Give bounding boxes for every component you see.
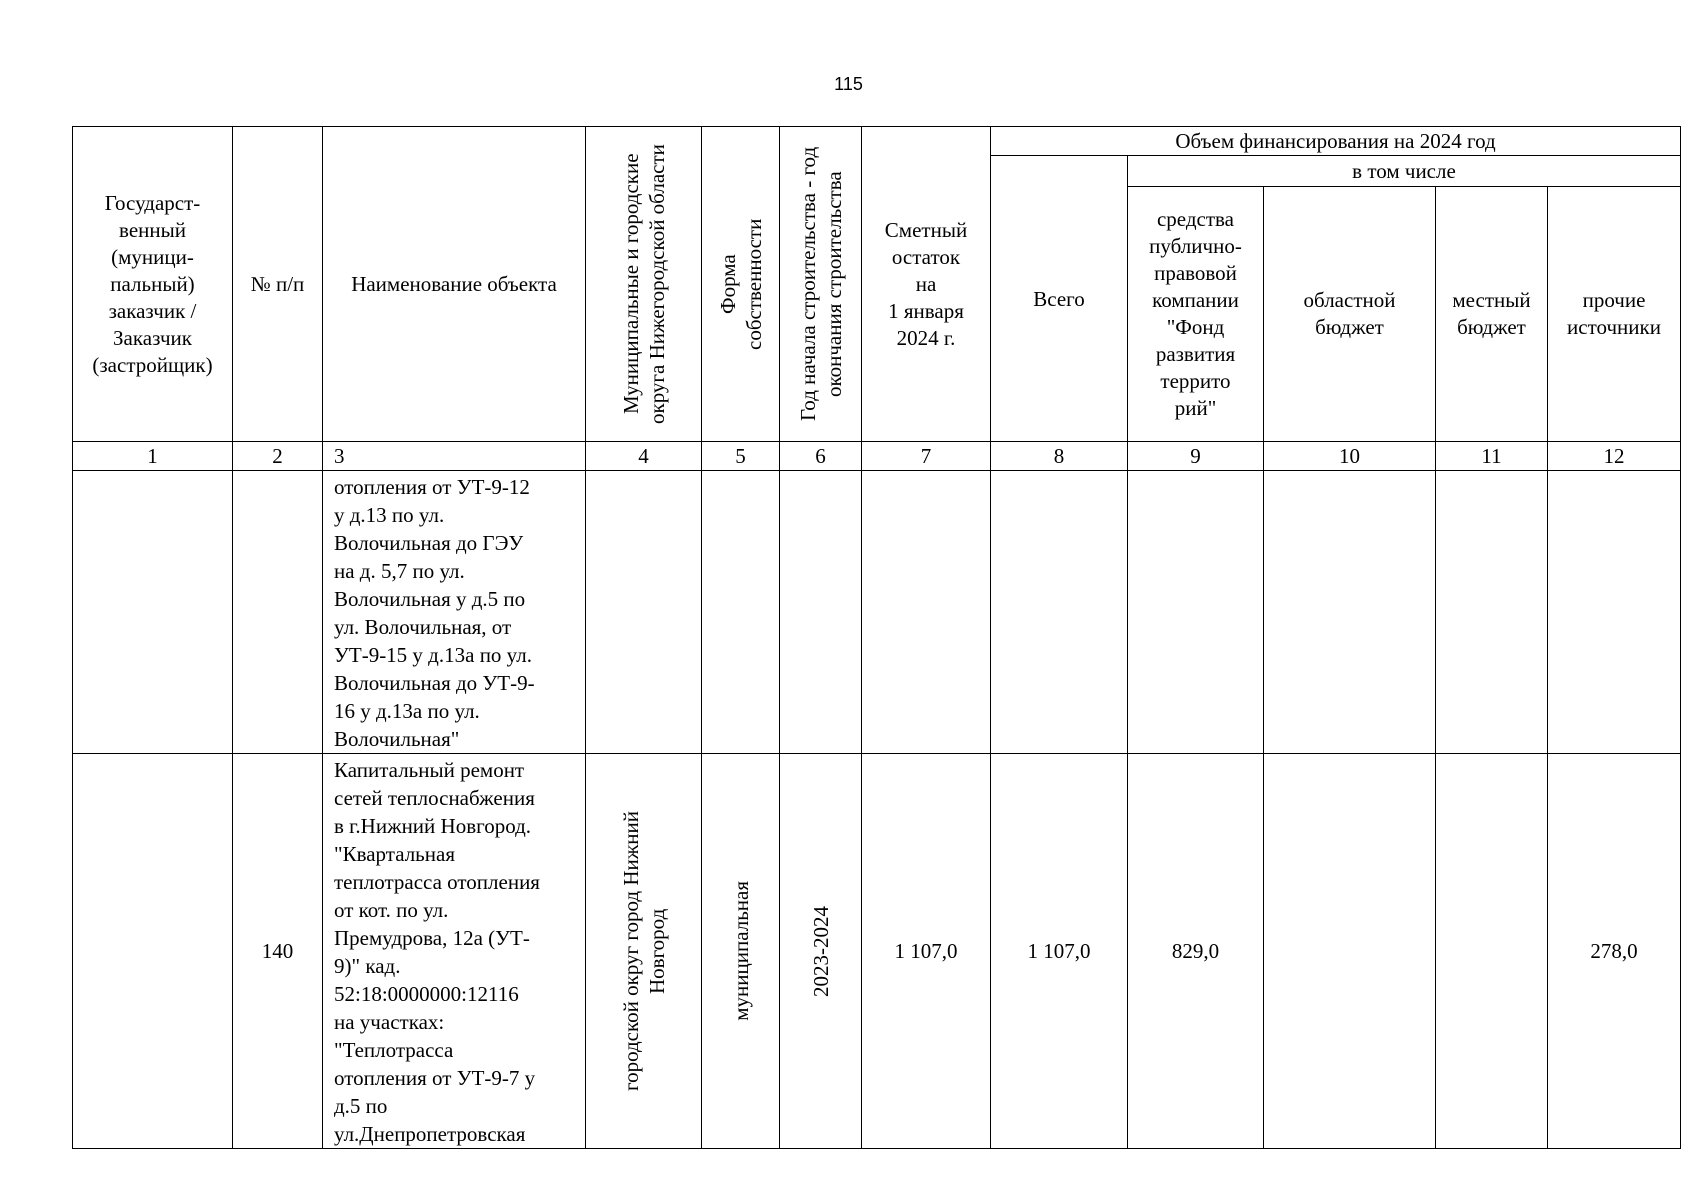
header-total: Всего (991, 156, 1128, 442)
cell-object-name: Капитальный ремонт сетей теплоснабжения в г.Нижний Новгород. "Квартальная теплотрасса отопления от кот. по ул. Премудрова, 12а (УТ- 9)" кад. 52:18:0000000:12116 на участках: "Теплотрасса отопления от УТ-9-7 у д.5 по ул.Днепропетровская (323, 754, 586, 1149)
cell-years (780, 754, 862, 1149)
financing-table (72, 126, 1681, 1149)
header-customer: Государст- венный (муници- пальный) заказчик / Заказчик (застройщик) (73, 127, 233, 442)
cell-local (1436, 471, 1548, 754)
cell-other: 278,0 (1548, 754, 1681, 1149)
header-municipality-text: Муниципальные и городские округа Нижегородской области (618, 144, 669, 424)
cell-years (780, 471, 862, 754)
header-ownership (702, 127, 780, 442)
column-number: 2 (233, 442, 323, 471)
header-local: местный бюджет (1436, 187, 1548, 442)
header-number: № п/п (233, 127, 323, 442)
header-including: в том числе (1128, 156, 1681, 187)
cell-total (991, 471, 1128, 754)
cell-estimate-balance (862, 471, 991, 754)
page-number: 115 (834, 74, 863, 94)
header-fund: средства публично- правовой компании "Фонд развития террито рий" (1128, 187, 1264, 442)
cell-object-name: отопления от УТ-9-12 у д.13 по ул. Волочильная до ГЭУ на д. 5,7 по ул. Волочильная у д.5 по ул. Волочильная, от УТ-9-15 у д.13а по ул. Волочильная до УТ-9- 16 у д.13а по ул. Волочильная" (323, 471, 586, 754)
column-number: 10 (1264, 442, 1436, 471)
column-number: 12 (1548, 442, 1681, 471)
cell-number (233, 471, 323, 754)
cell-local (1436, 754, 1548, 1149)
cell-estimate-balance: 1 107,0 (862, 754, 991, 1149)
header-years-text: Год начала строительства - год окончания строительства (795, 146, 846, 422)
header-other: прочие источники (1548, 187, 1681, 442)
header-regional: областной бюджет (1264, 187, 1436, 442)
cell-total: 1 107,0 (991, 754, 1128, 1149)
cell-fund (1128, 471, 1264, 754)
cell-customer (73, 754, 233, 1149)
header-estimate-balance: Сметный остаток на 1 января 2024 г. (862, 127, 991, 442)
column-number: 6 (780, 442, 862, 471)
cell-ownership (702, 754, 780, 1149)
header-ownership-text: Форма собственности (715, 218, 766, 350)
column-number: 8 (991, 442, 1128, 471)
cell-other (1548, 471, 1681, 754)
table-row (73, 754, 1681, 1149)
cell-ownership (702, 471, 780, 754)
column-number: 9 (1128, 442, 1264, 471)
header-financing-group: Объем финансирования на 2024 год (991, 127, 1681, 156)
column-number: 1 (73, 442, 233, 471)
cell-municipality-text: городской округ город Нижний Новгород (618, 811, 669, 1091)
cell-fund: 829,0 (1128, 754, 1264, 1149)
table-row (73, 471, 1681, 754)
cell-regional (1264, 754, 1436, 1149)
cell-regional (1264, 471, 1436, 754)
header-object-name: Наименование объекта (323, 127, 586, 442)
cell-years-text: 2023-2024 (808, 905, 833, 997)
column-numbers-row (73, 442, 1681, 471)
column-number: 5 (702, 442, 780, 471)
cell-ownership-text: муниципальная (728, 881, 753, 1021)
header-years (780, 127, 862, 442)
header-municipality (586, 127, 702, 442)
cell-municipality (586, 754, 702, 1149)
cell-customer (73, 471, 233, 754)
cell-municipality (586, 471, 702, 754)
column-number: 7 (862, 442, 991, 471)
cell-number: 140 (233, 754, 323, 1149)
column-number: 4 (586, 442, 702, 471)
column-number: 3 (323, 442, 586, 471)
column-number: 11 (1436, 442, 1548, 471)
